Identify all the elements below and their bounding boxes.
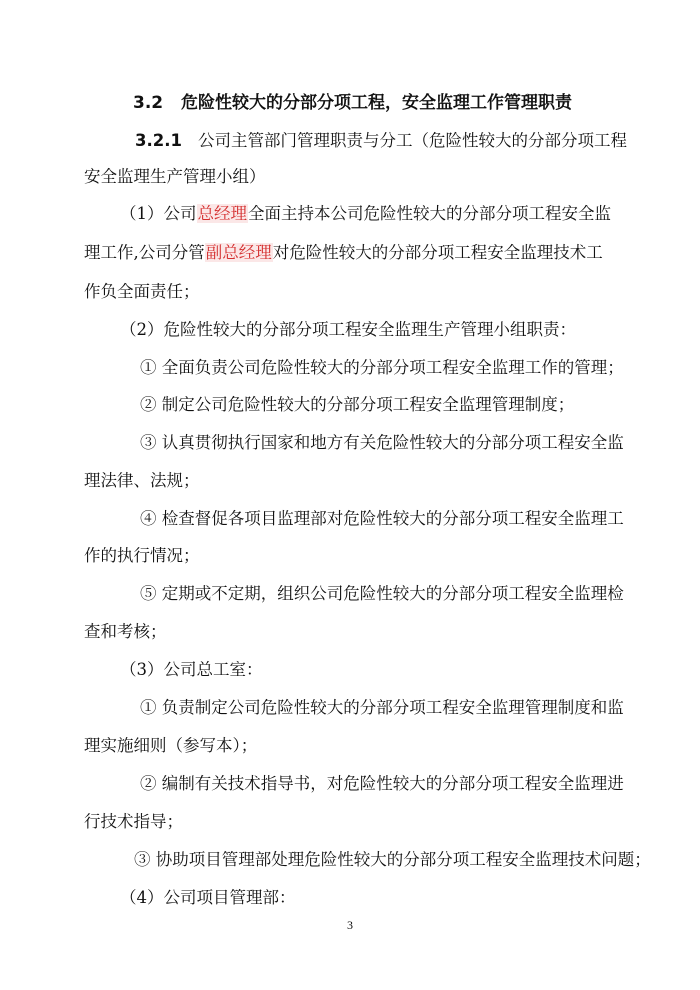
p3-item-3: ③ 协助项目管理部处理危险性较大的分部分项工程安全监理技术问题； (134, 850, 651, 869)
p1-text-c: 理工作,公司分管 (84, 243, 205, 262)
list-item-cont (0, 811, 700, 833)
p2-item-3-line-2: 理法律、法规； (84, 471, 200, 490)
list-item (0, 773, 700, 795)
paragraph-1-line-2 (0, 242, 700, 264)
highlight-general-manager: 总经理 (197, 204, 247, 223)
highlight-deputy-manager: 副总经理 (205, 243, 272, 262)
subsection-heading-cont (0, 166, 700, 188)
paragraph-1-line-3 (0, 281, 700, 303)
list-item (0, 394, 700, 416)
list-item-cont (0, 545, 700, 567)
p2-item-5-line-1: ⑤ 定期或不定期，组织公司危险性较大的分部分项工程安全监理检 (140, 584, 624, 603)
list-item (0, 357, 700, 379)
list-item-cont (0, 621, 700, 643)
p1-text-b: 全面主持本公司危险性较大的分部分项工程安全监 (248, 204, 611, 223)
list-item (0, 508, 700, 530)
p2-item-2: ② 制定公司危险性较大的分部分项工程安全监理管理制度； (140, 395, 575, 414)
list-item-cont (0, 735, 700, 757)
paragraph-4 (0, 887, 700, 909)
paragraph-3 (0, 659, 700, 681)
p2-text: （2）危险性较大的分部分项工程安全监理生产管理小组职责： (120, 320, 576, 339)
p2-item-1: ① 全面负责公司危险性较大的分部分项工程安全监理工作的管理； (140, 358, 624, 377)
list-item (0, 583, 700, 605)
p3-item-2-line-2: 行技术指导； (84, 812, 183, 831)
p2-item-4-line-2: 作的执行情况； (84, 546, 200, 565)
page-number: 3 (347, 918, 353, 932)
p1-text-e: 作负全面责任； (84, 282, 200, 301)
p3-item-2-line-1: ② 编制有关技术指导书，对危险性较大的分部分项工程安全监理进 (140, 774, 624, 793)
paragraph-2 (0, 319, 700, 341)
p2-item-3-line-1: ③ 认真贯彻执行国家和地方有关危险性较大的分部分项工程安全监 (140, 433, 624, 452)
subsection-heading (0, 130, 700, 152)
list-item (0, 432, 700, 454)
section-title: 危险性较大的分部分项工程，安全监理工作管理职责 (181, 93, 572, 113)
p2-item-5-line-2: 查和考核； (84, 622, 167, 641)
subsection-title-line-1: 公司主管部门管理职责与分工（危险性较大的分部分项工程 (198, 131, 627, 150)
p3-item-1-line-1: ① 负责制定公司危险性较大的分部分项工程安全监理管理制度和监 (140, 698, 624, 717)
list-item (0, 697, 700, 719)
subsection-title-line-2: 安全监理生产管理小组） (84, 167, 266, 186)
section-heading (0, 92, 700, 114)
paragraph-1-line-1 (0, 203, 700, 225)
p3-text: （3）公司总工室： (120, 660, 263, 679)
p2-item-4-line-1: ④ 检查督促各项目监理部对危险性较大的分部分项工程安全监理工 (140, 509, 624, 528)
p1-text-a: （1）公司 (120, 204, 197, 223)
list-item-cont (0, 470, 700, 492)
paragraph-1-line-1-text (120, 203, 611, 225)
p3-item-1-line-2: 理实施细则（参写本）； (84, 736, 258, 755)
p1-text-d: 对危险性较大的分部分项工程安全监理技术工 (272, 243, 603, 262)
p4-text: （4）公司项目管理部： (120, 888, 296, 907)
paragraph-1-line-2-text (84, 242, 603, 264)
subsection-number: 3.2.1 (135, 131, 182, 150)
section-number: 3.2 (133, 93, 164, 113)
list-item (0, 849, 700, 871)
